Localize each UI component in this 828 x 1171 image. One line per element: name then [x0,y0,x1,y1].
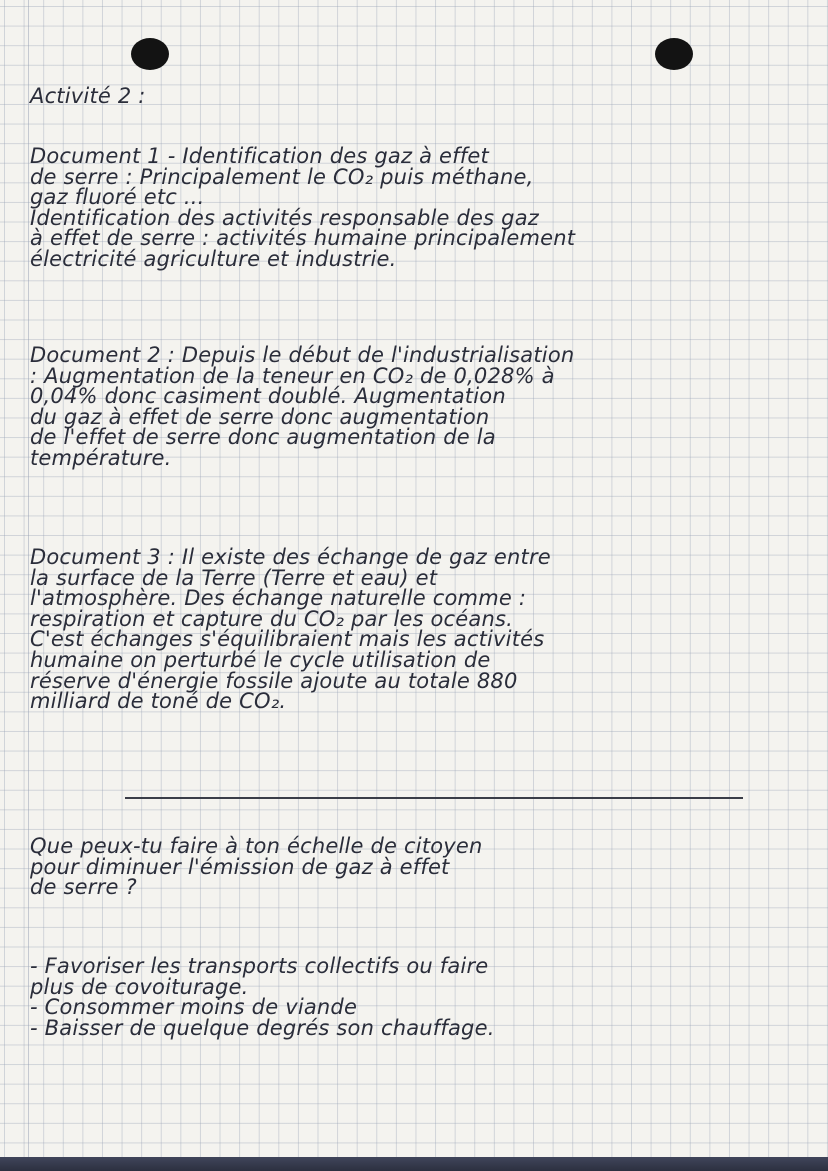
list-item: - Favoriser les transports collectifs ou faire [30,954,489,978]
page-title [30,86,810,107]
title-text: Activité 2 : [30,84,146,108]
text-line: Document 1 - Identification des gaz à effet [30,144,489,168]
text-line: gaz fluoré etc ... [30,185,205,210]
section-divider [125,797,743,799]
text-line: réserve d'énergie fossile ajoute au totale 880 [30,668,518,693]
document-3-section [30,547,810,712]
text-line: de serre : Principalement le CO₂ puis méthane, [30,164,534,189]
text-line: Que peux-tu faire à ton échelle de citoyen [30,834,483,858]
question-section [30,836,810,898]
text-line: de l'effet de serre donc augmentation de la [30,425,496,450]
binder-hole-left [131,38,169,70]
text-line: Identification des activités responsable des gaz [30,205,539,230]
text-line: pour diminuer l'émission de gaz à effet [30,854,450,879]
text-line: humaine on perturbé le cycle utilisation de [30,647,491,672]
answers-list [30,956,810,1038]
text-line: température. [30,445,172,470]
text-line: milliard de toné de CO₂. [30,689,287,714]
text-line: électricité agriculture et industrie. [30,246,397,271]
text-line: Document 3 : Il existe des échange de gaz entre [30,545,551,569]
text-line: 0,04% donc casiment doublé. Augmentation [30,384,506,409]
list-item: - Baisser de quelque degrés son chauffage. [30,1015,495,1040]
text-line: du gaz à effet de serre donc augmentation [30,404,490,429]
text-line: : Augmentation de la teneur en CO₂ de 0,028% à [30,363,555,388]
page-bottom-edge [0,1157,828,1171]
text-line: C'est échanges s'équilibraient mais les activités [30,627,545,652]
text-line: Document 2 : Depuis le début de l'industrialisation [30,343,575,367]
document-2-section [30,345,810,469]
text-line: l'atmosphère. Des échange naturelle comme : [30,586,527,611]
text-line: de serre ? [30,875,137,900]
list-item: plus de covoiturage. [30,974,249,999]
text-line: la surface de la Terre (Terre et eau) et [30,565,438,590]
margin-line [28,0,29,1157]
binder-hole-right [655,38,693,70]
document-1-section [30,146,810,270]
list-item: - Consommer moins de viande [30,995,358,1020]
text-line: respiration et capture du CO₂ par les océans. [30,606,513,631]
text-line: à effet de serre : activités humaine principalement [30,226,576,251]
